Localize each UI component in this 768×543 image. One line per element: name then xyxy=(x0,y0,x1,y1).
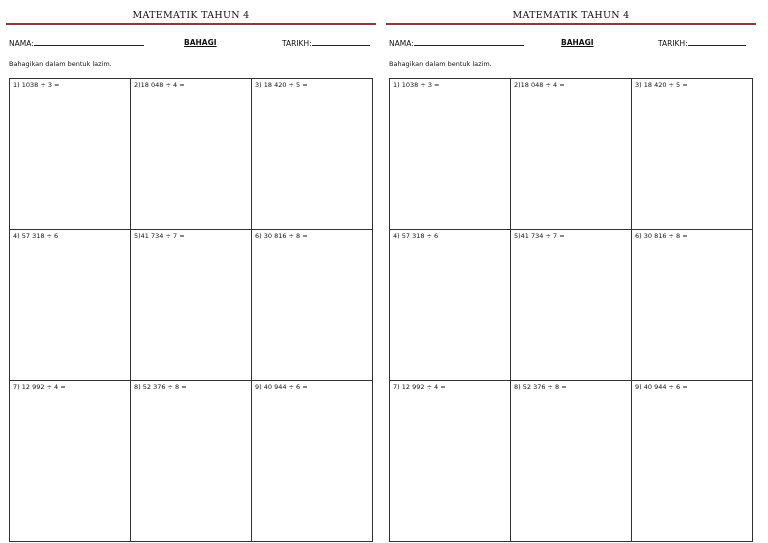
instruction-text: Bahagikan dalam bentuk lazim. xyxy=(9,60,112,68)
question-cell[interactable]: 4) 57 318 ÷ 6 xyxy=(390,230,511,381)
question-cell[interactable]: 2)18 048 ÷ 4 = xyxy=(511,79,632,230)
question-grid xyxy=(389,78,753,542)
question-cell[interactable]: 3) 18 420 ÷ 5 = xyxy=(252,79,373,230)
question-cell[interactable]: 5)41 734 ÷ 7 = xyxy=(131,230,252,381)
date-label: TARIKH: xyxy=(282,39,312,48)
question-cell[interactable]: 9) 40 944 ÷ 6 = xyxy=(632,381,753,542)
date-label: TARIKH: xyxy=(658,39,688,48)
date-blank-line[interactable] xyxy=(312,38,370,46)
title-divider xyxy=(386,23,756,25)
question-cell[interactable]: 4) 57 318 ÷ 6 xyxy=(10,230,131,381)
name-blank-line[interactable] xyxy=(34,38,144,46)
question-grid xyxy=(9,78,373,542)
question-cell[interactable]: 7) 12 992 ÷ 4 = xyxy=(10,381,131,542)
question-cell[interactable]: 3) 18 420 ÷ 5 = xyxy=(632,79,753,230)
question-cell[interactable]: 6) 30 816 ÷ 8 = xyxy=(632,230,753,381)
question-cell[interactable]: 1) 1038 ÷ 3 = xyxy=(10,79,131,230)
question-cell[interactable]: 1) 1038 ÷ 3 = xyxy=(390,79,511,230)
name-blank-line[interactable] xyxy=(414,38,524,46)
title-divider xyxy=(6,23,376,25)
worksheet-title: MATEMATIK TAHUN 4 xyxy=(132,10,250,21)
instruction-text: Bahagikan dalam bentuk lazim. xyxy=(389,60,492,68)
question-cell[interactable]: 9) 40 944 ÷ 6 = xyxy=(252,381,373,542)
date-field[interactable] xyxy=(658,38,746,48)
name-field[interactable] xyxy=(9,38,144,48)
worksheet-title: MATEMATIK TAHUN 4 xyxy=(512,10,630,21)
name-label: NAMA: xyxy=(9,39,34,48)
question-cell[interactable]: 8) 52 376 ÷ 8 = xyxy=(131,381,252,542)
question-cell[interactable]: 5)41 734 ÷ 7 = xyxy=(511,230,632,381)
topic-label: BAHAGI xyxy=(561,38,594,47)
question-cell[interactable]: 7) 12 992 ÷ 4 = xyxy=(390,381,511,542)
name-label: NAMA: xyxy=(389,39,414,48)
question-cell[interactable]: 8) 52 376 ÷ 8 = xyxy=(511,381,632,542)
topic-label: BAHAGI xyxy=(184,38,217,47)
question-cell[interactable]: 6) 30 816 ÷ 8 = xyxy=(252,230,373,381)
name-field[interactable] xyxy=(389,38,524,48)
date-field[interactable] xyxy=(282,38,370,48)
worksheet-right xyxy=(386,0,756,543)
date-blank-line[interactable] xyxy=(688,38,746,46)
question-cell[interactable]: 2)18 048 ÷ 4 = xyxy=(131,79,252,230)
worksheet-left xyxy=(6,0,376,543)
